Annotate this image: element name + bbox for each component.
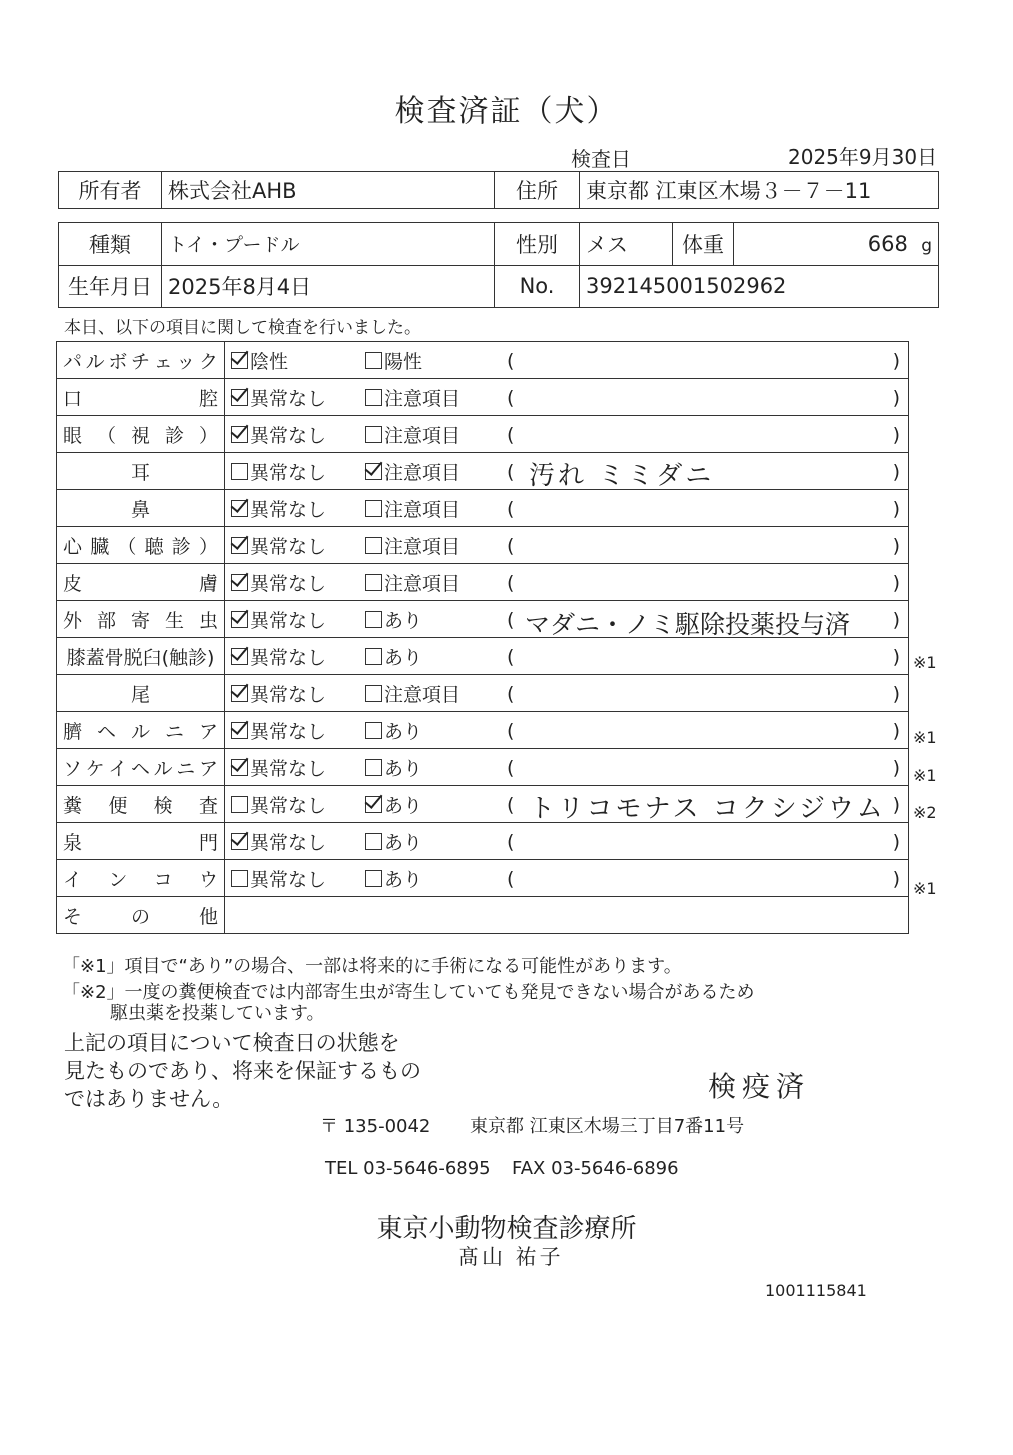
exam-item-label-text [63, 717, 218, 744]
exam-options [225, 786, 502, 823]
exam-item-label [57, 712, 225, 749]
option-abnormal-label: あり [384, 609, 423, 632]
exam-note [501, 490, 909, 527]
checkbox-icon[interactable] [231, 833, 248, 850]
option-abnormal-label: あり [384, 794, 423, 817]
exam-options [225, 638, 502, 675]
exam-options [225, 379, 502, 416]
footnote-1: 「※1」項目で“あり”の場合、一部は将来的に手術になる可能性があります。 [62, 956, 682, 977]
exam-note [501, 342, 909, 379]
option-normal[interactable] [231, 643, 365, 670]
option-normal[interactable] [231, 495, 365, 522]
label-char: ル [130, 720, 150, 743]
paren-close: ) [892, 424, 900, 446]
weight-label: 体重 [673, 223, 734, 266]
exam-item-label [57, 786, 225, 823]
label-char: ウ [198, 868, 218, 891]
label-char: 糞 [63, 794, 83, 817]
exam-options [225, 860, 502, 897]
exam-row [57, 453, 909, 490]
label-char: 他 [198, 905, 218, 928]
label-char: 門 [198, 831, 218, 854]
exam-item-label-text: 尾 [130, 683, 150, 706]
paren-open: ( [507, 535, 515, 557]
serial-number: 1001115841 [765, 1281, 867, 1300]
label-char: イ [108, 757, 128, 780]
checkbox-icon[interactable] [231, 685, 248, 702]
checkbox-icon[interactable] [365, 426, 382, 443]
option-normal-label: 異常なし [250, 461, 327, 484]
paren-open: ( [507, 572, 515, 594]
checkbox-icon[interactable] [231, 796, 248, 813]
label-char: ア [198, 720, 218, 743]
exam-row [57, 490, 909, 527]
exam-item-label-text [63, 828, 218, 855]
page-title: 検査済証（犬） [394, 94, 619, 129]
exam-date: 2025年9月30日 [788, 145, 938, 169]
exam-item-label [57, 379, 225, 416]
exam-row [57, 638, 909, 675]
paren-close: ) [892, 535, 900, 557]
paren-close: ) [892, 498, 900, 520]
option-normal-label: 異常なし [250, 572, 327, 595]
label-char: そ [63, 905, 83, 928]
exam-note [501, 453, 909, 490]
exam-row [57, 342, 909, 379]
paren-close: ) [892, 868, 900, 890]
exam-items-table [56, 341, 909, 934]
exam-item-label [57, 564, 225, 601]
option-abnormal-label: あり [384, 646, 423, 669]
exam-row [57, 786, 909, 823]
checkbox-icon[interactable] [231, 500, 248, 517]
checkbox-icon[interactable] [231, 611, 248, 628]
exam-item-label-text [63, 384, 218, 411]
exam-row [57, 712, 909, 749]
exam-item-label-text: 鼻 [130, 498, 150, 521]
option-abnormal-label: 注意項目 [384, 498, 461, 521]
option-abnormal[interactable] [365, 347, 499, 374]
reference-mark: ※2 [913, 803, 937, 823]
label-char: 臍 [63, 720, 83, 743]
checkbox-icon[interactable] [365, 759, 382, 776]
exam-options [225, 712, 502, 749]
label-char: 口 [63, 387, 83, 410]
paren-open: ( [507, 609, 515, 631]
label-char: 視 [130, 424, 150, 447]
reference-mark: ※1 [913, 652, 937, 672]
paren-close: ) [892, 646, 900, 668]
exam-item-label-text [63, 865, 218, 892]
exam-options [225, 564, 502, 601]
checkbox-icon[interactable] [365, 537, 382, 554]
note-text: マダニ・ノミ駆除投薬投与済 [525, 610, 851, 639]
footnote-2b: 駆虫薬を投薬しています。 [110, 1003, 325, 1024]
footnote-2a: 「※2」一度の糞便検査では内部寄生虫が寄生していても発見できない場合があるため [62, 982, 755, 1003]
label-char: ヘ [130, 757, 150, 780]
exam-item-label-text [63, 754, 218, 781]
paren-open: ( [507, 683, 515, 705]
option-normal[interactable] [231, 865, 365, 892]
label-char: 便 [108, 794, 128, 817]
checkbox-icon[interactable] [231, 426, 248, 443]
paren-close: ) [892, 757, 900, 779]
exam-item-label [57, 638, 225, 675]
exam-options [225, 601, 502, 638]
option-abnormal[interactable] [365, 384, 499, 411]
exam-note [501, 749, 909, 786]
label-char: ル [85, 350, 105, 373]
option-abnormal-label: 注意項目 [384, 461, 461, 484]
label-char: ボ [108, 350, 128, 373]
exam-row [57, 860, 909, 897]
reference-mark: ※1 [913, 878, 937, 898]
owner-label: 所有者 [59, 172, 162, 209]
exam-note [501, 601, 909, 638]
label-char: 腔 [198, 387, 218, 410]
option-abnormal[interactable] [365, 458, 499, 485]
option-abnormal-label: あり [384, 720, 423, 743]
exam-row [57, 527, 909, 564]
exam-options [225, 749, 502, 786]
option-normal[interactable] [231, 754, 365, 781]
paren-close: ) [892, 387, 900, 409]
option-abnormal-label: 注意項目 [384, 387, 461, 410]
exam-note [501, 786, 909, 823]
label-char: コ [153, 868, 173, 891]
paren-close: ) [892, 683, 900, 705]
exam-item-label [57, 527, 225, 564]
paren-open: ( [507, 794, 515, 816]
option-abnormal[interactable] [365, 717, 499, 744]
checkbox-icon[interactable] [231, 389, 248, 406]
exam-row [57, 823, 909, 860]
label-char: ク [198, 350, 218, 373]
option-normal-label: 異常なし [250, 609, 327, 632]
checkbox-icon[interactable] [231, 574, 248, 591]
option-normal[interactable] [231, 791, 365, 818]
checkbox-icon[interactable] [365, 796, 382, 813]
clinic-address: 東京都 江東区木場三丁目7番11号 [470, 1116, 745, 1137]
clinic-tel: TEL 03-5646-6895 [325, 1158, 491, 1179]
weight-value: 668 [867, 231, 908, 256]
note-text: 汚れ ミミダニ [529, 461, 715, 491]
label-char: ン [108, 868, 128, 891]
exam-row [57, 675, 909, 712]
breed-value: トイ・プードル [162, 223, 495, 266]
other-label-text [63, 902, 218, 929]
exam-item-label-text [63, 791, 218, 818]
label-char: ル [153, 757, 173, 780]
paren-close: ) [892, 831, 900, 853]
label-char: 査 [198, 794, 218, 817]
option-abnormal[interactable] [365, 791, 499, 818]
exam-note [501, 416, 909, 453]
exam-item-label-text [63, 606, 218, 633]
exam-options [225, 823, 502, 860]
option-abnormal[interactable] [365, 680, 499, 707]
label-char: 虫 [198, 609, 218, 632]
label-char: ソ [63, 757, 83, 780]
sex-value: メス [580, 223, 673, 266]
postal-code: 〒 135-0042 [320, 1116, 431, 1137]
option-normal-label: 異常なし [250, 720, 327, 743]
paren-close: ) [892, 461, 900, 483]
label-char: 診 [171, 535, 191, 558]
paren-open: ( [507, 387, 515, 409]
birth-label: 生年月日 [59, 265, 162, 308]
exam-item-label [57, 490, 225, 527]
exam-item-label-text [63, 569, 218, 596]
label-char: （ [96, 424, 116, 447]
owner-table [58, 171, 939, 209]
label-char: 寄 [130, 609, 150, 632]
label-char: ア [198, 757, 218, 780]
exam-item-label [57, 823, 225, 860]
exam-row [57, 379, 909, 416]
exam-item-label-text [63, 421, 218, 448]
paren-open: ( [507, 350, 515, 372]
exam-options [225, 416, 502, 453]
paren-open: ( [507, 757, 515, 779]
option-abnormal[interactable] [365, 754, 499, 781]
paren-close: ) [892, 609, 900, 631]
option-abnormal[interactable] [365, 865, 499, 892]
option-abnormal[interactable] [365, 569, 499, 596]
checkbox-icon[interactable] [231, 648, 248, 665]
exam-item-label-text: 膝蓋骨脱臼(触診) [66, 646, 215, 669]
checkbox-icon[interactable] [365, 463, 382, 480]
no-label: No. [495, 265, 580, 308]
option-abnormal[interactable] [365, 828, 499, 855]
exam-item-label [57, 749, 225, 786]
option-normal[interactable] [231, 828, 365, 855]
checkbox-icon[interactable] [365, 648, 382, 665]
exam-date-label: 検査日 [571, 147, 631, 171]
checkbox-icon[interactable] [365, 722, 382, 739]
paren-close: ) [892, 794, 900, 816]
exam-options [225, 490, 502, 527]
option-normal[interactable] [231, 384, 365, 411]
option-abnormal-label: あり [384, 757, 423, 780]
label-char: 検 [153, 794, 173, 817]
label-char: 泉 [63, 831, 83, 854]
intro-text: 本日、以下の項目に関して検査を行いました。 [64, 318, 421, 338]
pet-table [58, 222, 939, 308]
option-normal-label: 異常なし [250, 498, 327, 521]
checkbox-icon[interactable] [365, 352, 382, 369]
option-abnormal[interactable] [365, 421, 499, 448]
option-normal-label: 異常なし [250, 831, 327, 854]
exam-row [57, 601, 909, 638]
label-char: 臓 [90, 535, 110, 558]
exam-note [501, 675, 909, 712]
label-char: の [130, 905, 150, 928]
reference-mark: ※1 [913, 728, 937, 747]
option-abnormal[interactable] [365, 495, 499, 522]
option-abnormal-label: 注意項目 [384, 683, 461, 706]
exam-note [501, 860, 909, 897]
label-char: 心 [63, 535, 83, 558]
option-normal-label: 異常なし [250, 794, 327, 817]
exam-item-label [57, 453, 225, 490]
option-normal-label: 異常なし [250, 646, 327, 669]
label-char: ） [198, 424, 218, 447]
option-normal[interactable] [231, 347, 365, 374]
option-abnormal-label: あり [384, 831, 423, 854]
exam-options [225, 527, 502, 564]
checkbox-icon[interactable] [365, 389, 382, 406]
label-char: 聴 [144, 535, 164, 558]
option-normal-label: 異常なし [250, 683, 327, 706]
exam-row [57, 749, 909, 786]
checkbox-icon[interactable] [231, 722, 248, 739]
paren-open: ( [507, 868, 515, 890]
checkbox-icon[interactable] [231, 870, 248, 887]
exam-item-label [57, 416, 225, 453]
breed-label: 種類 [59, 223, 162, 266]
label-char: パ [63, 350, 83, 373]
checkbox-icon[interactable] [365, 574, 382, 591]
quarantine-stamp: 検疫済 [708, 1070, 811, 1103]
address-label: 住所 [495, 172, 580, 209]
checkbox-icon[interactable] [365, 685, 382, 702]
option-normal-label: 異常なし [250, 387, 327, 410]
checkbox-icon[interactable] [231, 463, 248, 480]
exam-note [501, 712, 909, 749]
owner-value: 株式会社AHB [162, 172, 495, 209]
exam-item-label-text: 耳 [130, 461, 150, 484]
statement-line-3: ではありません。 [64, 1087, 234, 1111]
label-char: イ [63, 868, 83, 891]
option-normal[interactable] [231, 606, 365, 633]
other-label [57, 897, 225, 934]
doctor-name: 髙山 祐子 [458, 1245, 564, 1269]
option-abnormal-label: 注意項目 [384, 424, 461, 447]
label-char: ニ [176, 757, 196, 780]
checkbox-icon[interactable] [231, 759, 248, 776]
paren-open: ( [507, 831, 515, 853]
exam-note [501, 823, 909, 860]
paren-open: ( [507, 646, 515, 668]
option-normal[interactable] [231, 680, 365, 707]
exam-item-label [57, 675, 225, 712]
exam-item-label-text [63, 532, 218, 559]
label-char: 外 [63, 609, 83, 632]
exam-options [225, 675, 502, 712]
paren-open: ( [507, 720, 515, 742]
label-char: ニ [164, 720, 184, 743]
exam-note [501, 527, 909, 564]
label-char: チ [130, 350, 150, 373]
reference-mark: ※1 [913, 765, 937, 785]
label-char: ヘ [96, 720, 116, 743]
exam-options [225, 342, 502, 379]
weight-unit: g [921, 235, 932, 256]
checkbox-icon[interactable] [231, 352, 248, 369]
clinic-fax: FAX 03-5646-6896 [512, 1158, 679, 1179]
paren-open: ( [507, 498, 515, 520]
label-char: ェ [153, 350, 173, 373]
paren-close: ) [892, 720, 900, 742]
label-char: （ [117, 535, 137, 558]
paren-close: ) [892, 350, 900, 372]
checkbox-icon[interactable] [231, 537, 248, 554]
no-value: 392145001502962 [580, 265, 939, 308]
option-normal-label: 陰性 [250, 350, 289, 373]
weight-cell [734, 223, 939, 266]
checkbox-icon[interactable] [365, 870, 382, 887]
exam-row-other [57, 897, 909, 934]
exam-note [501, 564, 909, 601]
option-abnormal-label: 注意項目 [384, 572, 461, 595]
address-value: 東京都 江東区木場３－７－11 [580, 172, 939, 209]
exam-row [57, 564, 909, 601]
exam-item-label-text [63, 347, 218, 374]
statement-line-1: 上記の項目について検査日の状態を [64, 1031, 400, 1055]
checkbox-icon[interactable] [365, 833, 382, 850]
label-char: 部 [96, 609, 116, 632]
statement-line-2: 見たものであり、将来を保証するもの [64, 1059, 421, 1083]
other-value[interactable] [225, 897, 909, 934]
label-char: 診 [164, 424, 184, 447]
paren-open: ( [507, 424, 515, 446]
label-char: ） [198, 535, 218, 558]
sex-label: 性別 [495, 223, 580, 266]
option-normal-label: 異常なし [250, 535, 327, 558]
paren-open: ( [507, 461, 515, 483]
label-char: ケ [85, 757, 105, 780]
exam-note [501, 638, 909, 675]
birth-value: 2025年8月4日 [162, 265, 495, 308]
option-normal-label: 異常なし [250, 868, 327, 891]
label-char: 生 [164, 609, 184, 632]
label-char: ッ [176, 350, 196, 373]
option-normal-label: 異常なし [250, 424, 327, 447]
exam-item-label [57, 860, 225, 897]
exam-options [225, 453, 502, 490]
paren-close: ) [892, 572, 900, 594]
option-abnormal-label: 陽性 [384, 350, 423, 373]
checkbox-icon[interactable] [365, 611, 382, 628]
option-normal[interactable] [231, 569, 365, 596]
option-normal[interactable] [231, 532, 365, 559]
option-abnormal[interactable] [365, 643, 499, 670]
option-normal-label: 異常なし [250, 757, 327, 780]
option-abnormal[interactable] [365, 532, 499, 559]
option-abnormal-label: あり [384, 868, 423, 891]
exam-item-label [57, 342, 225, 379]
option-normal[interactable] [231, 421, 365, 448]
label-char: 膚 [198, 572, 218, 595]
option-abnormal[interactable] [365, 606, 499, 633]
exam-item-label [57, 601, 225, 638]
option-normal[interactable] [231, 458, 365, 485]
exam-row [57, 416, 909, 453]
clinic-name: 東京小動物検査診療所 [376, 1214, 637, 1244]
checkbox-icon[interactable] [365, 500, 382, 517]
option-abnormal-label: 注意項目 [384, 535, 461, 558]
label-char: 皮 [63, 572, 83, 595]
label-char: 眼 [63, 424, 83, 447]
option-normal[interactable] [231, 717, 365, 744]
exam-note [501, 379, 909, 416]
note-text: トリコモナス コクシジウム [529, 794, 886, 824]
